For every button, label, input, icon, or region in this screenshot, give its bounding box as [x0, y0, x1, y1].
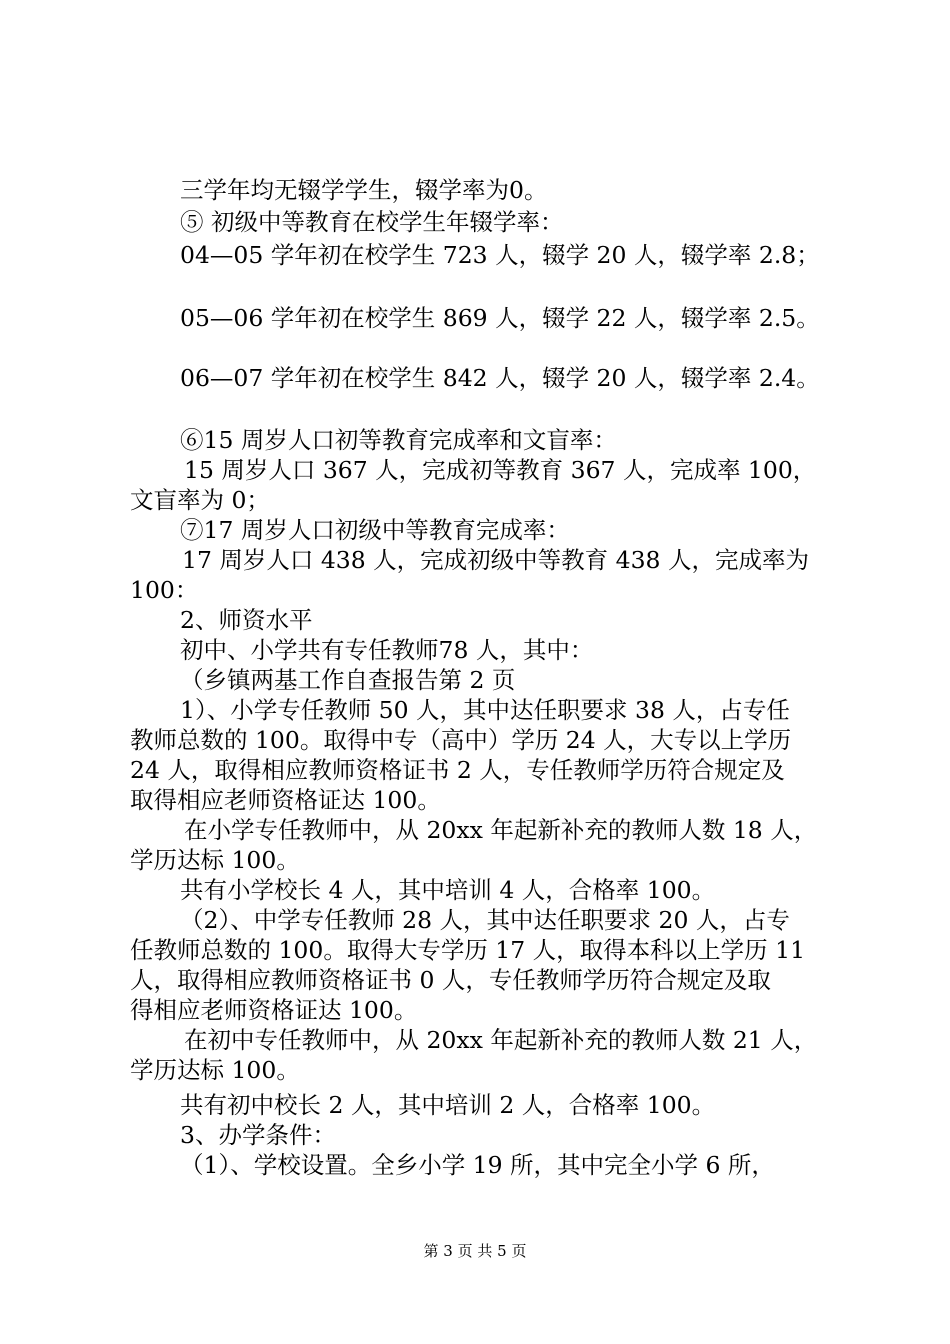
text-line: ⑥15 周岁人口初等教育完成率和文盲率： — [180, 426, 617, 454]
text-line: 15 周岁人口 367 人，完成初等教育 367 人，完成率 100， — [184, 456, 817, 484]
text-line: 初中、小学共有专任教师78 人，其中： — [180, 636, 594, 664]
text-line: 2、师资水平 — [180, 606, 313, 634]
text-line: 05—06 学年初在校学生 869 人，辍学 22 人，辍学率 2.5。 — [180, 304, 820, 332]
text-line: 教师总数的 100。取得中专（高中）学历 24 人，大专以上学历 — [130, 726, 792, 754]
text-line: 得相应老师资格证达 100。 — [130, 996, 418, 1024]
text-line: （2）、中学专任教师 28 人，其中达任职要求 20 人，占专 — [180, 906, 790, 934]
text-line: 三学年均无辍学学生，辍学率为0。 — [180, 176, 548, 204]
text-line: 1）、小学专任教师 50 人，其中达任职要求 38 人，占专任 — [180, 696, 790, 724]
text-line: 共有小学校长 4 人，其中培训 4 人，合格率 100。 — [180, 876, 716, 904]
page-footer: 第 3 页 共 5 页 — [423, 1242, 527, 1260]
text-line: ⑦17 周岁人口初级中等教育完成率： — [180, 516, 570, 544]
text-line: 在小学专任教师中，从 20xx 年起新补充的教师人数 18 人， — [184, 816, 818, 844]
text-line: 人，取得相应教师资格证书 0 人，专任教师学历符合规定及取 — [130, 966, 771, 994]
text-line: 任教师总数的 100。取得大专学历 17 人，取得本科以上学历 11 — [130, 936, 806, 964]
text-line: 100： — [130, 576, 199, 604]
text-line: 共有初中校长 2 人，其中培训 2 人，合格率 100。 — [180, 1091, 716, 1119]
text-line: 在初中专任教师中，从 20xx 年起新补充的教师人数 21 人， — [184, 1026, 818, 1054]
text-line: 学历达标 100。 — [130, 846, 300, 874]
text-line: （1）、学校设置。全乡小学 19 所，其中完全小学 6 所， — [180, 1151, 775, 1179]
text-line: 06—07 学年初在校学生 842 人，辍学 20 人，辍学率 2.4。 — [180, 364, 820, 392]
text-line: （乡镇两基工作自查报告第 2 页 — [180, 666, 516, 694]
text-line: 04—05 学年初在校学生 723 人，辍学 20 人，辍学率 2.8； — [180, 241, 820, 269]
text-line: 3、办学条件： — [180, 1121, 336, 1149]
text-line: 17 周岁人口 438 人，完成初级中等教育 438 人，完成率为 — [182, 546, 809, 574]
text-line: ⑤ 初级中等教育在校学生年辍学率： — [180, 208, 564, 236]
text-line: 24 人，取得相应教师资格证书 2 人，专任教师学历符合规定及 — [130, 756, 785, 784]
text-line: 学历达标 100。 — [130, 1056, 300, 1084]
text-line: 取得相应老师资格证达 100。 — [130, 786, 441, 814]
text-line: 文盲率为 0； — [130, 486, 270, 514]
